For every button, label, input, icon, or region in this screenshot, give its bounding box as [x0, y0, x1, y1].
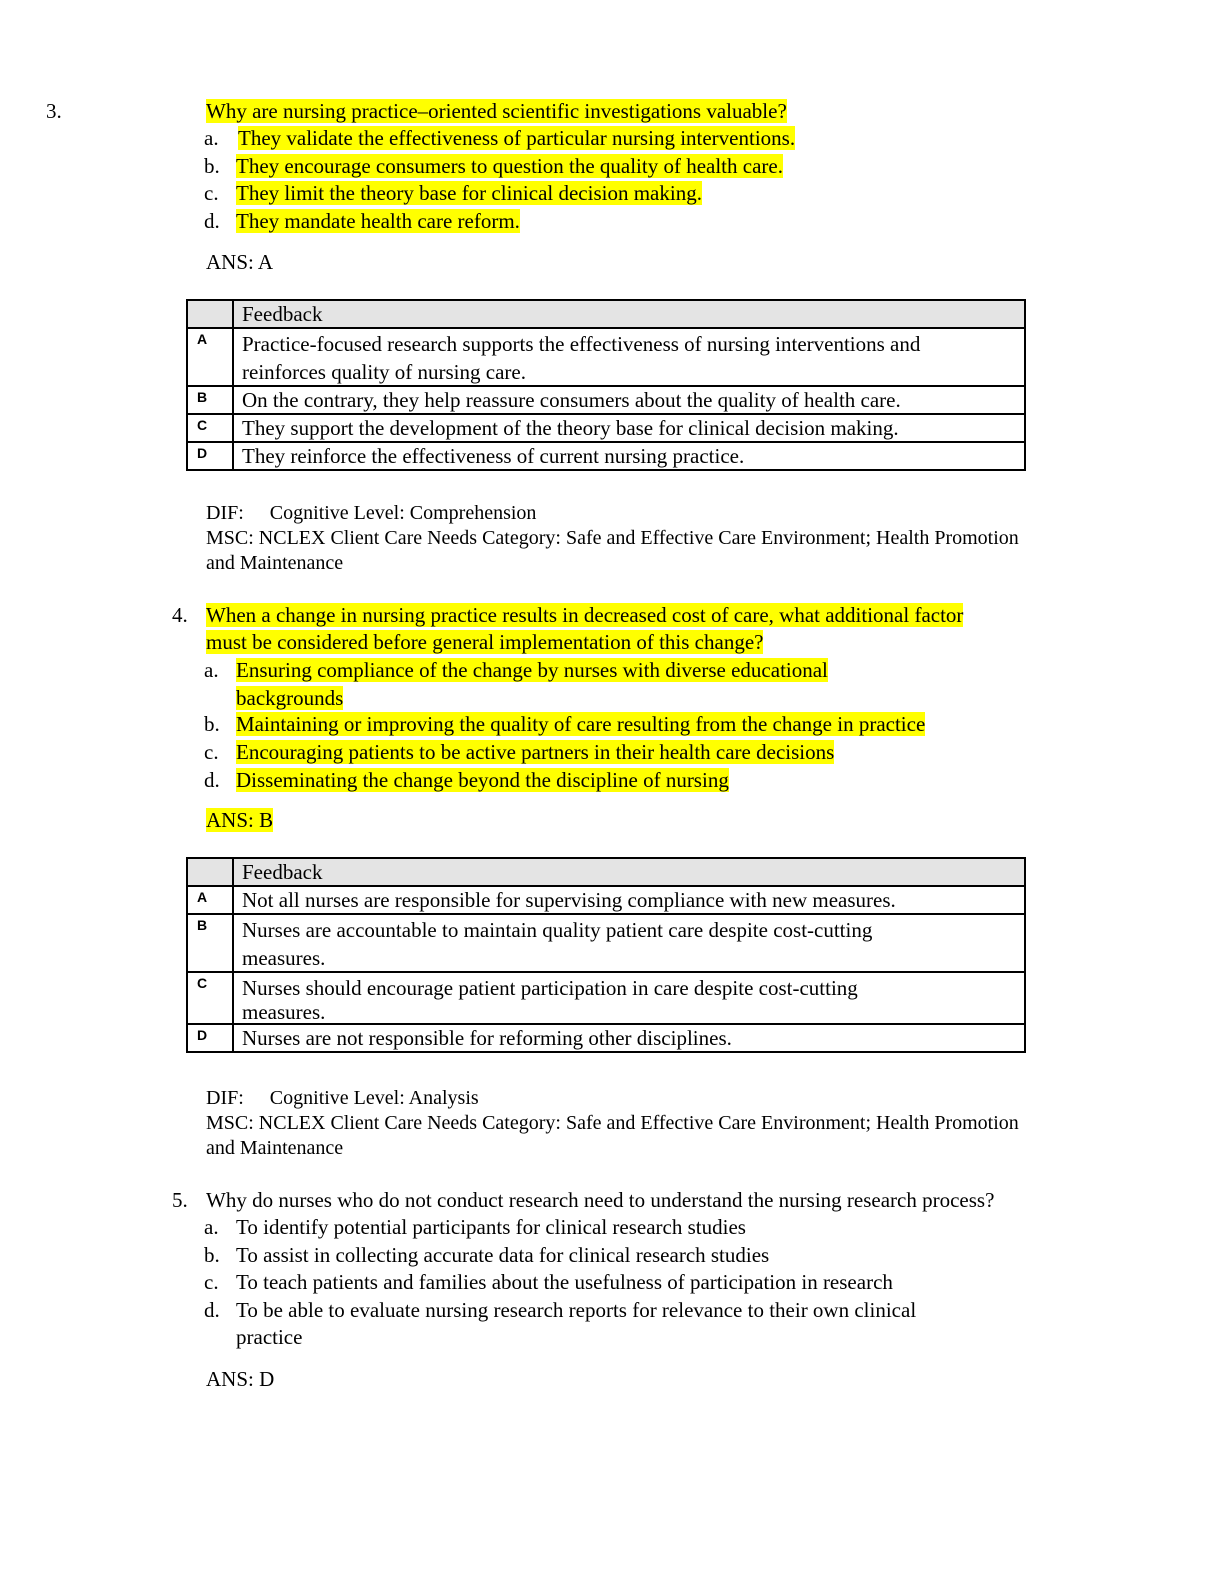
- feedback-key: D: [187, 442, 233, 470]
- option-letter: d.: [204, 768, 220, 792]
- feedback-row: [187, 972, 1025, 1024]
- dif-value: Cognitive Level: Analysis: [269, 1087, 479, 1109]
- msc-line: MSC: NCLEX Client Care Needs Category: Safe and Effective Care Environment; Health Promotion: [206, 527, 1019, 549]
- feedback-header-row: [187, 858, 1025, 886]
- difficulty: [206, 1086, 479, 1111]
- option-letter: b.: [204, 154, 220, 178]
- option-c-text: Encouraging patients to be active partners in their health care decisions: [236, 740, 835, 764]
- feedback-header: Feedback: [233, 858, 1025, 886]
- feedback-key: A: [187, 886, 233, 914]
- question-number: 3.: [46, 99, 62, 123]
- option-letter: d.: [204, 209, 220, 233]
- feedback-line: measures.: [242, 946, 326, 970]
- option-b-text: To assist in collecting accurate data for clinical research studies: [236, 1243, 770, 1267]
- option-letter: b.: [204, 712, 220, 736]
- feedback-text: [233, 972, 1025, 1024]
- feedback-line: Nurses should encourage patient participation in care despite cost-cutting: [242, 976, 858, 1000]
- option-letter: c.: [204, 1270, 219, 1294]
- feedback-key: A: [187, 328, 233, 386]
- option-a-text: They validate the effectiveness of particular nursing interventions.: [238, 126, 796, 150]
- feedback-text: [233, 414, 1025, 442]
- option-a-text: To identify potential participants for clinical research studies: [236, 1215, 746, 1239]
- msc-line: and Maintenance: [206, 1137, 344, 1159]
- feedback-table: [186, 299, 1026, 471]
- option-letter: c.: [204, 181, 219, 205]
- answer: ANS: A: [206, 250, 274, 274]
- answer: ANS: D: [206, 1367, 275, 1391]
- feedback-line: reinforces quality of nursing care.: [242, 360, 526, 384]
- option-b-text: They encourage consumers to question the quality of health care.: [236, 154, 783, 178]
- feedback-line: Nurses are not responsible for reforming other disciplines.: [242, 1026, 732, 1050]
- feedback-text: [233, 328, 1025, 386]
- feedback-row: [187, 886, 1025, 914]
- option-d-text: Disseminating the change beyond the discipline of nursing: [236, 768, 729, 792]
- option-b-text: Maintaining or improving the quality of care resulting from the change in practice: [236, 712, 926, 736]
- feedback-row: [187, 328, 1025, 386]
- question-stem: When a change in nursing practice results in decreased cost of care, what additional factor: [206, 603, 964, 627]
- answer: ANS: B: [206, 808, 274, 832]
- feedback-row: [187, 1024, 1025, 1052]
- dif-value: Cognitive Level: Comprehension: [269, 502, 537, 524]
- option-letter: a.: [204, 658, 219, 682]
- feedback-text: [233, 1024, 1025, 1052]
- dif-label: DIF:: [206, 1087, 244, 1109]
- option-letter: a.: [204, 126, 219, 150]
- option-letter: d.: [204, 1298, 220, 1322]
- feedback-line: Not all nurses are responsible for supervising compliance with new measures.: [242, 888, 896, 912]
- feedback-row: [187, 914, 1025, 972]
- feedback-line: On the contrary, they help reassure consumers about the quality of health care.: [242, 388, 901, 412]
- feedback-key: [187, 858, 233, 886]
- feedback-text: [233, 914, 1025, 972]
- feedback-line: measures.: [242, 1000, 326, 1024]
- option-letter: c.: [204, 740, 219, 764]
- question-stem: Why do nurses who do not conduct research need to understand the nursing research process?: [206, 1188, 995, 1212]
- option-letter: b.: [204, 1243, 220, 1267]
- feedback-header-row: [187, 300, 1025, 328]
- feedback-text: [233, 386, 1025, 414]
- dif-label: DIF:: [206, 502, 244, 524]
- feedback-row: [187, 386, 1025, 414]
- feedback-key: B: [187, 386, 233, 414]
- difficulty: [206, 501, 536, 526]
- feedback-line: Nurses are accountable to maintain quality patient care despite cost-cutting: [242, 918, 873, 942]
- feedback-table: [186, 857, 1026, 1053]
- option-d-text: practice: [236, 1325, 303, 1349]
- feedback-key: D: [187, 1024, 233, 1052]
- feedback-text: [233, 442, 1025, 470]
- option-d-text: They mandate health care reform.: [236, 209, 520, 233]
- feedback-key: C: [187, 972, 233, 1024]
- feedback-text: [233, 886, 1025, 914]
- question-stem: Why are nursing practice–oriented scientific investigations valuable?: [206, 99, 787, 123]
- option-a-text: Ensuring compliance of the change by nurses with diverse educational: [236, 658, 828, 682]
- feedback-key: C: [187, 414, 233, 442]
- feedback-line: Practice-focused research supports the effectiveness of nursing interventions and: [242, 332, 921, 356]
- question-stem: must be considered before general implementation of this change?: [206, 630, 764, 654]
- msc-line: MSC: NCLEX Client Care Needs Category: Safe and Effective Care Environment; Health Promotion: [206, 1112, 1019, 1134]
- feedback-line: They support the development of the theory base for clinical decision making.: [242, 416, 899, 440]
- msc-line: and Maintenance: [206, 552, 344, 574]
- feedback-row: [187, 442, 1025, 470]
- question-number: 5.: [172, 1188, 188, 1212]
- option-a-text: backgrounds: [236, 686, 344, 710]
- feedback-key: [187, 300, 233, 328]
- feedback-key: B: [187, 914, 233, 972]
- option-c-text: They limit the theory base for clinical decision making.: [236, 181, 702, 205]
- feedback-header: Feedback: [233, 300, 1025, 328]
- feedback-row: [187, 414, 1025, 442]
- option-d-text: To be able to evaluate nursing research reports for relevance to their own clinical: [236, 1298, 917, 1322]
- question-number: 4.: [172, 603, 188, 627]
- option-c-text: To teach patients and families about the usefulness of participation in research: [236, 1270, 893, 1294]
- option-letter: a.: [204, 1215, 219, 1239]
- feedback-line: They reinforce the effectiveness of current nursing practice.: [242, 444, 745, 468]
